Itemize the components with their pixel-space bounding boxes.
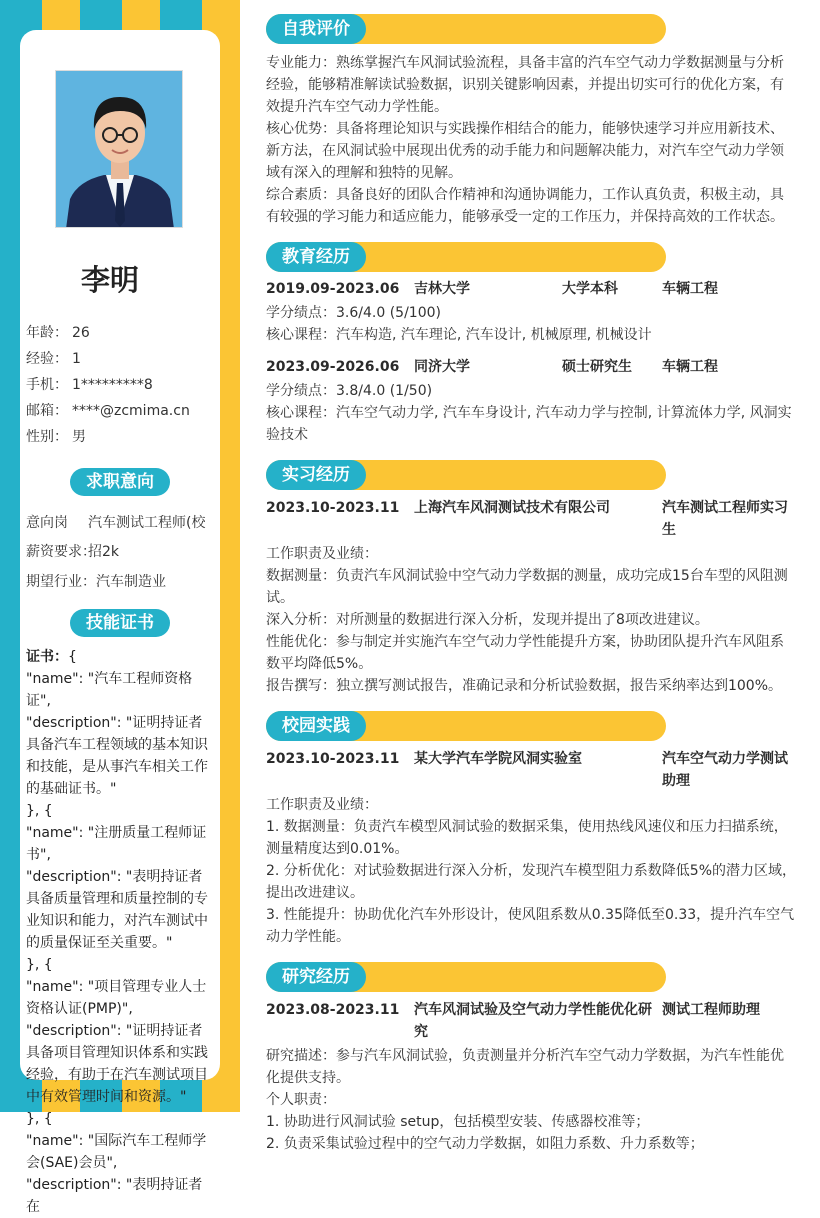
- entry-school: 同济大学: [414, 359, 470, 375]
- info-label: 手机：: [26, 377, 68, 393]
- intent-industry: [26, 571, 166, 591]
- detail-line: 研究描述：参与汽车风洞试验，负责测量并分析汽车空气动力学数据，为汽车性能优化提供支持。: [266, 1048, 784, 1086]
- info-label: 邮箱：: [26, 403, 68, 419]
- detail-line: 性能优化：参与制定并实施汽车空气动力学性能提升方案，协助团队提升汽车风阻系数平均降低5%。: [266, 634, 784, 672]
- intent-heading: 求职意向: [70, 468, 170, 496]
- education-gpa: 学分绩点：3.8/4.0 (1/50): [266, 383, 433, 399]
- info-value: 男: [72, 429, 86, 445]
- person-portrait-icon: [56, 71, 183, 228]
- detail-line: 1. 数据测量：负责汽车模型风洞试验的数据采集，使用热线风速仪和压力扫描系统，测量精度达到0.01%。: [266, 819, 788, 857]
- entry-major: 车辆工程: [662, 359, 718, 375]
- info-value: ****@zcmima.cn: [72, 403, 190, 419]
- research-details: [266, 1045, 796, 1155]
- intent-salary-value: 招2k: [88, 544, 120, 560]
- info-email: [26, 400, 190, 420]
- entry-role: 汽车测试工程师实习生: [662, 500, 788, 538]
- section-research-header: [266, 962, 666, 992]
- section-internship-header: [266, 460, 666, 490]
- entry-role: 测试工程师助理: [662, 1002, 760, 1018]
- detail-line: 3. 性能提升：协助优化汽车外形设计，使风阻系数从0.35降低至0.33，提升汽车空气动力学性能。: [266, 907, 795, 945]
- profile-photo: [55, 70, 183, 228]
- detail-line: 2. 负责采集试验过程中的空气动力学数据，如阻力系数、升力系数等；: [266, 1136, 704, 1152]
- entry-project: 汽车风洞试验及空气动力学性能优化研究: [414, 1002, 652, 1040]
- education-gpa: 学分绩点：3.6/4.0 (5/100): [266, 305, 441, 321]
- entry-role: 汽车空气动力学测试助理: [662, 751, 788, 789]
- education-courses: 核心课程：汽车空气动力学, 汽车车身设计, 汽车动力学与控制, 计算流体力学, 风洞实验技术: [266, 405, 792, 443]
- entry-degree: 硕士研究生: [562, 359, 632, 375]
- section-campus-header: [266, 711, 666, 741]
- intent-position: [26, 512, 206, 532]
- intent-industry-label: 期望行业：: [26, 574, 96, 590]
- intent-position-value: 汽车测试工程师(校: [88, 515, 206, 531]
- entry-date: 2023.09-2026.06: [266, 359, 400, 375]
- intent-salary: [26, 541, 120, 561]
- intent-position-label: 意向岗: [26, 515, 68, 531]
- detail-line: 个人职责：: [266, 1092, 336, 1108]
- profile-name: 李明: [80, 263, 139, 297]
- entry-date: 2023.10-2023.11: [266, 751, 400, 767]
- entry-date: 2023.08-2023.11: [266, 1002, 400, 1018]
- info-phone: [26, 374, 153, 394]
- entry-org: 某大学汽车学院风洞实验室: [414, 751, 582, 767]
- entry-degree: 大学本科: [562, 281, 618, 297]
- intent-salary-label: 薪资要求：: [26, 544, 96, 560]
- self-eval-paragraph: 综合素质：具备良好的团队合作精神和沟通协调能力，工作认真负责，积极主动，具有较强的学习能力和适应能力，能够承受一定的工作压力，并保持高效的工作状态。: [266, 187, 784, 225]
- detail-line: 2. 分析优化：对试验数据进行深入分析，发现汽车模型阻力系数降低5%的潜力区域，提出改进建议。: [266, 863, 797, 901]
- self-eval-paragraphs: [266, 52, 796, 228]
- skills-heading: 技能证书: [70, 609, 170, 637]
- detail-line: 1. 协助进行风洞试验 setup，包括模型安装、传感器校准等；: [266, 1114, 650, 1130]
- detail-line: 数据测量：负责汽车风洞试验中空气动力学数据的测量，成功完成15台车型的风阻测试。: [266, 568, 788, 606]
- campus-details: [266, 794, 796, 948]
- detail-line: 深入分析：对所测量的数据进行深入分析，发现并提出了8项改进建议。: [266, 612, 709, 628]
- entry-date: 2019.09-2023.06: [266, 281, 400, 297]
- section-title: 自我评价: [266, 14, 366, 44]
- internship-entry-header: [266, 497, 796, 541]
- entry-school: 吉林大学: [414, 281, 470, 297]
- section-self-eval-header: [266, 14, 666, 44]
- skills-label: 证书：: [26, 649, 68, 665]
- entry-major: 车辆工程: [662, 281, 718, 297]
- info-experience: [26, 348, 81, 368]
- self-eval-paragraph: 核心优势：具备将理论知识与实践操作相结合的能力，能够快速学习并应用新技术、新方法，在风洞试验中展现出优秀的动手能力和问题解决能力，对汽车空气动力学领域有深入的理解和独特的见解。: [266, 121, 784, 181]
- skills-text: { "name": "汽车工程师资格证", "description": "证明持证者具备汽车工程领域的基本知识和技能，是从事汽车相关工作的基础证书。" }, { "name": "注册质量工程师证书", "description": "表明持证者具备质量管理和质量控制的专业知识和能力，对汽车测试中的质量保证至关重要。" }, { "name": "项目管理专业人士资格认证(PMP)", "description": "证明持证者具备项目管理知识体系和实践经验，有助于在汽车测试项目中有效管理时间和资源。" }, { "name": "国际汽车工程师学会(SAE)会员", "description": "表明持证者在: [26, 649, 208, 1215]
- info-value: 1: [72, 351, 81, 367]
- info-label: 年龄：: [26, 325, 68, 341]
- research-entry-header: [266, 999, 796, 1043]
- info-age: [26, 322, 90, 342]
- entry-company: 上海汽车风洞测试技术有限公司: [414, 500, 610, 516]
- section-title: 教育经历: [266, 242, 366, 272]
- section-title: 校园实践: [266, 711, 366, 741]
- detail-line: 工作职责及业绩：: [266, 797, 378, 813]
- info-value: 26: [72, 325, 90, 341]
- skills-certificates: [26, 646, 216, 1218]
- section-title: 实习经历: [266, 460, 366, 490]
- internship-details: [266, 543, 796, 697]
- section-title: 研究经历: [266, 962, 366, 992]
- detail-line: 工作职责及业绩：: [266, 546, 378, 562]
- info-value: 1*********8: [72, 377, 153, 393]
- education-courses: 核心课程：汽车构造, 汽车理论, 汽车设计, 机械原理, 机械设计: [266, 327, 652, 343]
- entry-date: 2023.10-2023.11: [266, 500, 400, 516]
- info-label: 经验：: [26, 351, 68, 367]
- info-label: 性别：: [26, 429, 68, 445]
- detail-line: 报告撰写：独立撰写测试报告，准确记录和分析试验数据，报告采纳率达到100%。: [266, 678, 783, 694]
- intent-industry-value: 汽车制造业: [96, 574, 166, 590]
- campus-entry-header: [266, 748, 796, 792]
- self-eval-paragraph: 专业能力：熟练掌握汽车风洞试验流程，具备丰富的汽车空气动力学数据测量与分析经验，能够精准解读试验数据，识别关键影响因素，并提出切实可行的优化方案，有效提升汽车空气动力学性能。: [266, 55, 784, 115]
- section-education-header: [266, 242, 666, 272]
- info-gender: [26, 426, 86, 446]
